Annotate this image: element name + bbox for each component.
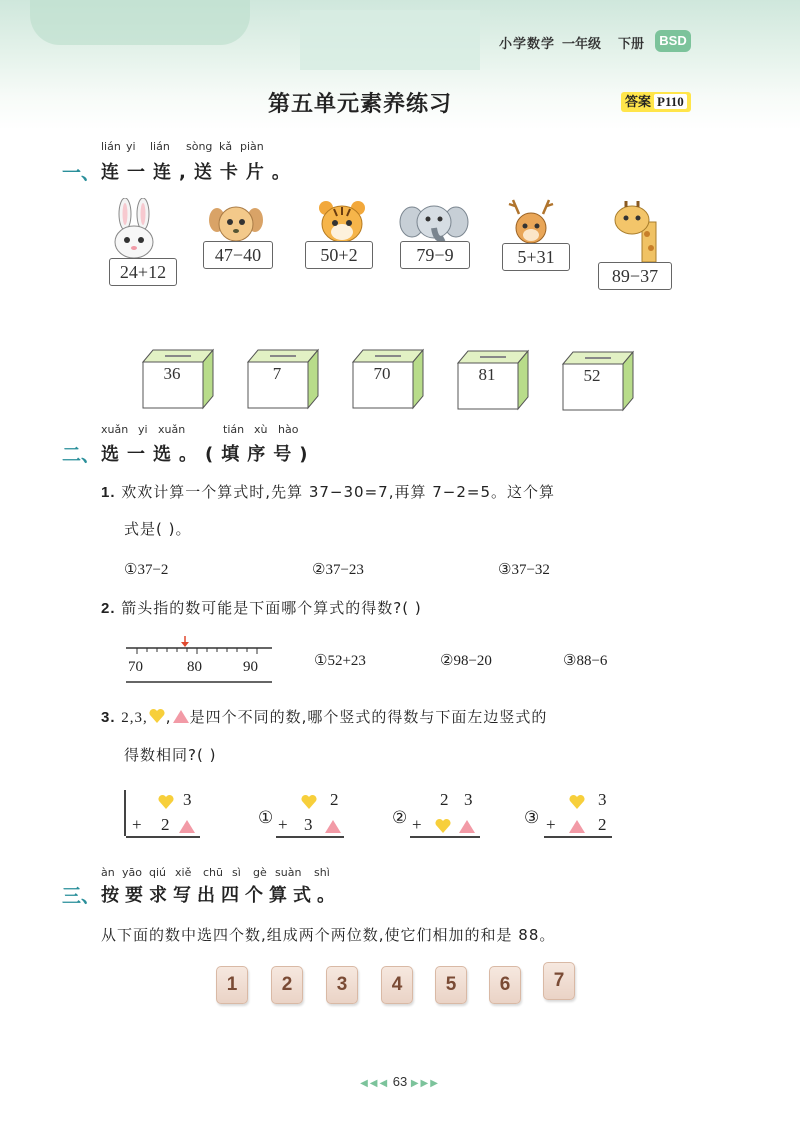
pinyin: yāo xyxy=(122,866,142,879)
heart-icon xyxy=(157,794,175,810)
question-3 xyxy=(101,706,547,727)
triangle-icon xyxy=(172,708,190,724)
vertical-sum-option-3[interactable] xyxy=(524,790,607,840)
plus-sign: + xyxy=(546,815,556,834)
answer-box[interactable] xyxy=(456,349,530,411)
answer-box[interactable] xyxy=(351,348,425,410)
expression-card[interactable]: 50+2 xyxy=(305,241,373,269)
option[interactable]: ②37−23 xyxy=(312,562,364,578)
box-number: 36 xyxy=(163,364,181,383)
digit-card[interactable]: 5 xyxy=(435,966,467,1004)
pinyin: yi xyxy=(126,140,136,153)
digit: 3 xyxy=(183,790,192,809)
pinyin: sòng xyxy=(186,140,213,153)
box-number: 70 xyxy=(373,364,391,383)
pinyin: piàn xyxy=(240,140,264,153)
pinyin: xiě xyxy=(175,866,192,879)
heart-icon xyxy=(148,708,166,724)
arrow-down-icon xyxy=(181,642,189,647)
answer-label: 答案 xyxy=(625,95,652,110)
pinyin: xuǎn xyxy=(101,423,129,436)
option-marker: ① xyxy=(258,808,274,827)
pinyin: hào xyxy=(278,423,299,436)
vertical-sum-option-2[interactable] xyxy=(392,790,472,840)
heart-icon xyxy=(300,794,318,810)
section-title: 按要求写出四个算式。 xyxy=(101,885,341,906)
pinyin: sì xyxy=(232,866,241,879)
header-grade: 一年级 xyxy=(562,37,602,52)
expression-card[interactable]: 79−9 xyxy=(400,241,470,269)
pinyin: tián xyxy=(223,423,245,436)
question-2 xyxy=(101,597,422,618)
digit: 3 xyxy=(304,815,313,834)
question-text: , xyxy=(165,708,172,726)
arrow-right-icon: ▶▶▶ xyxy=(410,1078,440,1089)
triangle-icon xyxy=(324,818,342,834)
pinyin: chū xyxy=(203,866,223,879)
instruction: 从下面的数中选四个数,组成两个两位数,使它们相加的和是 88。 xyxy=(101,926,556,944)
question-number: 1. xyxy=(101,484,116,501)
heart-icon xyxy=(434,818,452,834)
section-title: 连一连,送卡片。 xyxy=(101,162,298,183)
page-title: 第五单元素养练习 xyxy=(268,92,453,117)
page-number: 63 xyxy=(392,1074,408,1089)
digit: 3 xyxy=(598,790,607,809)
deer-icon xyxy=(505,198,557,246)
header-volume: 下册 xyxy=(618,37,645,52)
expression-card[interactable]: 47−40 xyxy=(203,241,273,269)
tick-label: 70 xyxy=(128,659,143,675)
digit: 2 xyxy=(161,815,170,834)
answer-box[interactable] xyxy=(141,348,215,410)
box-number: 7 xyxy=(272,364,282,383)
digit-card[interactable]: 2 xyxy=(271,966,303,1004)
pinyin: kǎ xyxy=(219,140,233,153)
pinyin: àn xyxy=(101,866,115,879)
digit: 2 xyxy=(440,790,449,809)
triangle-icon xyxy=(568,818,586,834)
answer-box[interactable] xyxy=(246,348,320,410)
tick-label: 90 xyxy=(243,659,258,675)
pinyin: gè xyxy=(253,866,267,879)
elephant-icon xyxy=(398,202,470,244)
question-1-line2[interactable]: 式是( )。 xyxy=(124,520,192,538)
digit-card[interactable]: 1 xyxy=(216,966,248,1004)
vertical-sum-option-1[interactable] xyxy=(258,790,338,840)
question-number: 3. xyxy=(101,709,116,726)
arrow-left-icon: ◀◀◀ xyxy=(360,1078,390,1089)
dog-icon xyxy=(206,202,266,244)
question-3-line2[interactable]: 得数相同?( ) xyxy=(124,746,217,764)
option-marker: ② xyxy=(392,808,408,827)
option[interactable]: ③37−32 xyxy=(498,562,550,578)
expression-card[interactable]: 5+31 xyxy=(502,243,570,271)
option[interactable]: ①52+23 xyxy=(314,653,366,669)
digit-card[interactable]: 6 xyxy=(489,966,521,1004)
answer-page: P110 xyxy=(654,94,687,109)
digit-card[interactable]: 7 xyxy=(543,962,575,1000)
question-1 xyxy=(101,481,555,502)
option[interactable]: ②98−20 xyxy=(440,653,492,669)
question-text: 是四个不同的数,哪个竖式的得数与下面左边竖式的 xyxy=(189,708,548,726)
edition-badge: BSD xyxy=(655,30,691,52)
tiger-icon xyxy=(312,200,372,244)
page-footer xyxy=(320,1074,480,1089)
heart-icon xyxy=(568,794,586,810)
question-number: 2. xyxy=(101,600,116,617)
triangle-icon xyxy=(178,818,196,834)
pinyin: lián xyxy=(150,140,170,153)
option-marker: ③ xyxy=(524,808,540,827)
plus-sign: + xyxy=(412,815,422,834)
header-book: 小学数学 xyxy=(499,37,556,52)
question-text: 2,3, xyxy=(121,710,148,726)
box-number: 52 xyxy=(583,366,601,385)
giraffe-icon xyxy=(606,200,666,262)
pinyin: suàn xyxy=(275,866,302,879)
tick-label: 80 xyxy=(187,659,202,675)
plus-sign: + xyxy=(278,815,288,834)
pinyin: xù xyxy=(254,423,268,436)
option[interactable]: ①37−2 xyxy=(124,562,169,578)
triangle-icon xyxy=(458,818,476,834)
pinyin: lián xyxy=(101,140,121,153)
section-number: 二、 xyxy=(62,444,101,466)
section-title: 选一选。(填序号) xyxy=(101,444,316,465)
digit: 3 xyxy=(464,790,473,809)
answer-tag[interactable] xyxy=(621,92,691,112)
digit: 2 xyxy=(330,790,339,809)
pinyin: xuǎn xyxy=(158,423,186,436)
digit-card[interactable]: 4 xyxy=(381,966,413,1004)
section-number: 三、 xyxy=(62,885,101,907)
plus-sign: + xyxy=(132,815,142,834)
pinyin: yi xyxy=(138,423,148,436)
digit-card[interactable]: 3 xyxy=(326,966,358,1004)
expression-card[interactable]: 89−37 xyxy=(598,262,672,290)
question-text: 欢欢计算一个算式时,先算 37−30=7,再算 7−2=5。这个算 xyxy=(121,483,555,501)
answer-box[interactable] xyxy=(561,350,635,412)
option[interactable]: ③88−6 xyxy=(563,653,608,669)
section-number: 一、 xyxy=(62,162,101,184)
pinyin: shì xyxy=(314,866,330,879)
rabbit-icon xyxy=(104,198,164,260)
question-text[interactable]: 箭头指的数可能是下面哪个算式的得数?( ) xyxy=(121,599,422,617)
expression-card[interactable]: 24+12 xyxy=(109,258,177,286)
pinyin: qiú xyxy=(149,866,167,879)
digit: 2 xyxy=(598,815,607,834)
box-number: 81 xyxy=(478,365,496,384)
vertical-sum-reference xyxy=(124,790,204,840)
